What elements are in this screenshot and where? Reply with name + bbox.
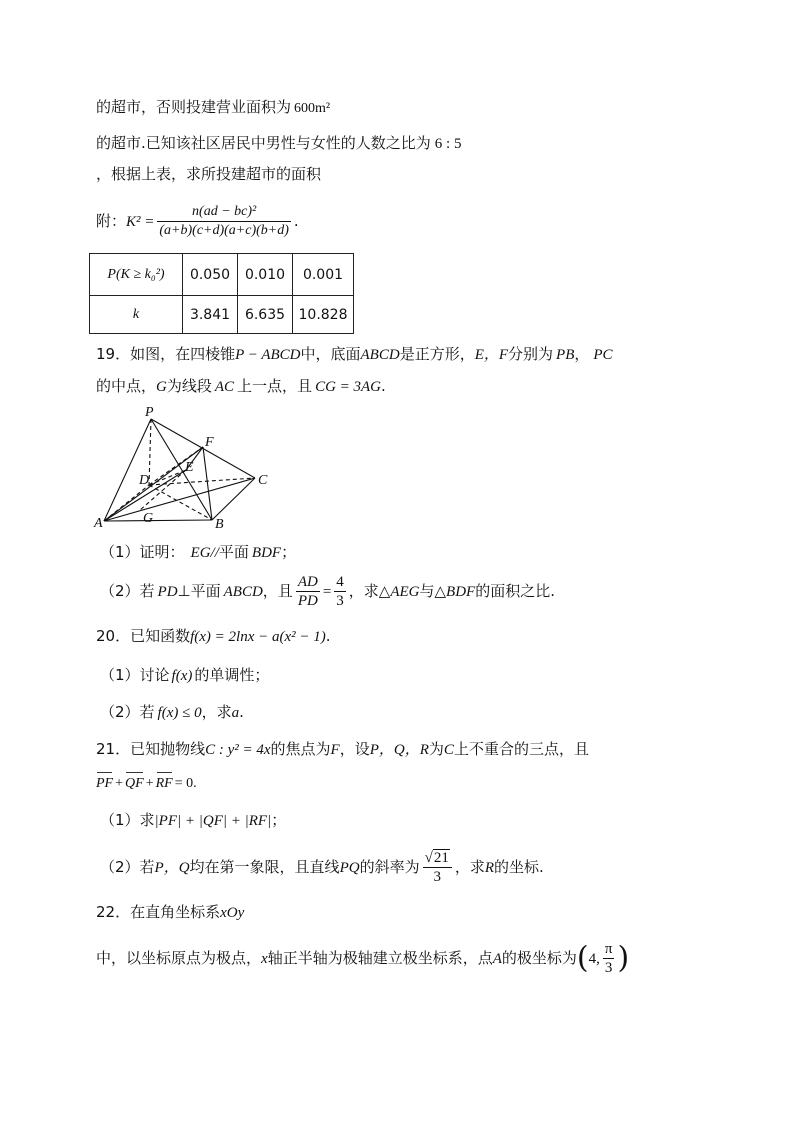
q21-line-1: [96, 739, 589, 760]
text-span: 为线段: [166, 377, 212, 395]
frac-numerator: AD: [297, 574, 318, 590]
math-span: ABCD: [223, 584, 263, 600]
label-B: B: [215, 517, 224, 532]
text-span: ，: [574, 345, 590, 363]
label-F: F: [205, 435, 214, 450]
math-span: 4,: [588, 951, 600, 967]
text-span: 19．如图，在四棱锥: [96, 345, 236, 363]
text-span: ，求: [454, 858, 485, 876]
edge-AF: [104, 447, 203, 521]
q19-line-1: [96, 344, 613, 365]
math-span: P − ABCD: [235, 347, 301, 363]
math-span: +: [115, 776, 124, 791]
label-P: P: [145, 405, 154, 420]
math-span: +: [145, 776, 154, 791]
text-span: 中，底面: [300, 345, 361, 363]
math-span: ABCD: [360, 347, 400, 363]
text-span: 的超市，否则投建营业面积为: [96, 98, 292, 116]
frac-denominator: 3: [336, 593, 344, 609]
frac-numerator: π: [604, 941, 613, 957]
math-span: A: [492, 951, 502, 967]
frac-numerator: √21: [423, 849, 452, 868]
text-span: 轴正半轴为极轴建立极坐标系，点: [267, 949, 493, 967]
math-span: C: [443, 742, 454, 758]
edge-DF: [149, 447, 203, 485]
math-span: E，F: [474, 347, 509, 363]
text-span: 21．已知抛物线: [96, 740, 206, 758]
text-span: 上不重合的三点，且: [453, 740, 589, 758]
text-span: （2）若: [100, 858, 155, 876]
text-span: 的单调性；: [194, 666, 270, 684]
q22-line-2: [96, 936, 629, 981]
critical-value-table: [89, 253, 354, 334]
four-thirds-fraction: [334, 573, 346, 610]
math-span: P，Q，R: [369, 742, 429, 758]
edge-PD: [149, 419, 151, 485]
pi-third-fraction: [603, 940, 615, 977]
text-span: .: [325, 627, 331, 645]
left-paren: (: [576, 940, 589, 976]
text-line-3: [96, 164, 321, 184]
text-span: 均在第一象限，且直线: [189, 858, 340, 876]
text-span: .: [239, 703, 244, 721]
math-span: R: [484, 860, 494, 876]
text-span: ，求△: [348, 582, 391, 600]
math-span: CG = 3AG: [315, 379, 382, 395]
math-span: G: [156, 379, 167, 395]
text-span: （1）证明：: [100, 543, 185, 561]
edge-FB: [203, 447, 212, 520]
math-span: EG//: [190, 545, 219, 561]
formula-denominator: (a+b)(c+d)(a+c)(b+d): [159, 223, 289, 238]
table-row: [90, 254, 354, 296]
text-span: （1）求: [100, 811, 155, 829]
label-D: D: [139, 473, 150, 488]
text-span: 与△: [419, 582, 447, 600]
q19-part-2: [100, 571, 555, 612]
text-line-1: [96, 97, 330, 119]
table-row: [90, 296, 354, 334]
text-span: ，根据上表，求所投建超市的面积: [96, 165, 322, 183]
math-span: f(x): [171, 668, 193, 684]
edge-PA: [104, 419, 151, 521]
text-span: 22．在直角坐标系: [96, 903, 221, 921]
text-span: 为: [428, 740, 444, 758]
math-span: BDF: [446, 584, 476, 600]
formula-label: 附：: [96, 212, 127, 230]
text-span: ，求: [201, 703, 232, 721]
table-cell: 10.828: [293, 296, 354, 334]
k2-formula: [96, 201, 299, 242]
sqrt-radicand: 21: [433, 850, 449, 866]
math-span: F: [330, 742, 340, 758]
ratio-6-5: 6 : 5: [434, 136, 462, 152]
text-span: 的斜率为: [359, 858, 420, 876]
math-span: PB: [556, 347, 575, 363]
vector-QF: QF: [125, 774, 144, 794]
math-span: x: [261, 951, 268, 967]
text-line-2: [96, 133, 461, 154]
area-600: 600m²: [294, 101, 331, 116]
formula-end: .: [293, 212, 299, 230]
text-span: 的极坐标为: [501, 949, 577, 967]
label-C: C: [258, 473, 268, 488]
frac-numerator: 4: [336, 574, 344, 590]
table-cell: 0.050: [183, 254, 238, 296]
q22-line-1: [96, 902, 244, 923]
label-E: E: [185, 460, 194, 475]
vector-RF: RF: [156, 774, 173, 794]
text-span: ，设: [339, 740, 370, 758]
q19-line-2: [96, 376, 386, 397]
math-span: AC: [214, 379, 235, 395]
math-span: BDF: [251, 545, 282, 561]
math-span: xOy: [220, 905, 245, 921]
table-header-cell: k: [90, 296, 183, 334]
text-span: ；: [281, 543, 297, 561]
q19-part-1: [100, 542, 296, 563]
q21-part-2: [100, 845, 544, 890]
math-span: f(x) = 2lnx − a(x² − 1): [190, 629, 326, 645]
math-span: =: [322, 584, 332, 600]
math-span: P，Q: [154, 860, 190, 876]
text-span: ，且: [262, 582, 293, 600]
math-span: a: [231, 705, 240, 721]
vector-PF: PF: [96, 774, 113, 794]
frac-denominator: 3: [433, 869, 441, 885]
text-span: （2）若: [100, 582, 155, 600]
table-cell: 0.001: [293, 254, 354, 296]
math-span: |PF| + |QF| + |RF|: [154, 813, 272, 829]
table-cell: 6.635: [238, 296, 293, 334]
text-span: .: [381, 377, 386, 395]
text-span: （1）讨论: [100, 666, 170, 684]
text-span: 是正方形，: [399, 345, 475, 363]
slope-fraction: [423, 849, 452, 886]
math-span: PQ: [339, 860, 360, 876]
formula-lhs: K² =: [126, 214, 155, 230]
text-span: 的坐标.: [494, 858, 544, 876]
text-span: 20．已知函数: [96, 627, 191, 645]
text-span: 的超市.已知该社区居民中男性与女性的人数之比为: [96, 134, 431, 152]
math-span: AEG: [390, 584, 420, 600]
q20-part-1: [100, 665, 269, 686]
edge-AB: [104, 520, 212, 521]
math-span: PC: [593, 347, 613, 363]
text-span: （2）若: [100, 703, 155, 721]
pyramid-figure: [88, 402, 288, 534]
table-cell: 3.841: [183, 296, 238, 334]
table-header-cell: P(K ≥ k₀²): [90, 254, 183, 296]
label-A: A: [94, 516, 103, 531]
math-span: C : y² = 4x: [205, 742, 271, 758]
text-span: 的中点，: [96, 377, 157, 395]
text-span: 的焦点为: [270, 740, 331, 758]
formula-fraction: [157, 203, 291, 240]
math-span: PD: [157, 584, 178, 600]
right-paren: ): [617, 940, 630, 976]
text-span: 平面: [218, 543, 249, 561]
q20-part-2: [100, 702, 244, 723]
frac-denominator: PD: [297, 593, 318, 609]
q21-part-1: [100, 810, 286, 831]
text-span: 分别为: [508, 345, 554, 363]
label-G: G: [143, 511, 154, 526]
math-span: = 0.: [174, 776, 197, 791]
table-cell: 0.010: [238, 254, 293, 296]
q20-line-1: [96, 626, 331, 647]
text-span: ⊥平面: [177, 582, 221, 600]
text-span: 的面积之比.: [475, 582, 555, 600]
edge-DB: [149, 485, 212, 520]
formula-numerator: n(ad − bc)²: [157, 203, 291, 222]
frac-denominator: 3: [604, 960, 613, 976]
math-span: f(x) ≤ 0: [157, 705, 202, 721]
text-span: 上一点，且: [237, 377, 313, 395]
text-span: ；: [271, 811, 287, 829]
ad-pd-fraction: [296, 573, 320, 610]
text-span: 中，以坐标原点为极点，: [96, 949, 262, 967]
q21-vector-sum: [96, 773, 197, 794]
